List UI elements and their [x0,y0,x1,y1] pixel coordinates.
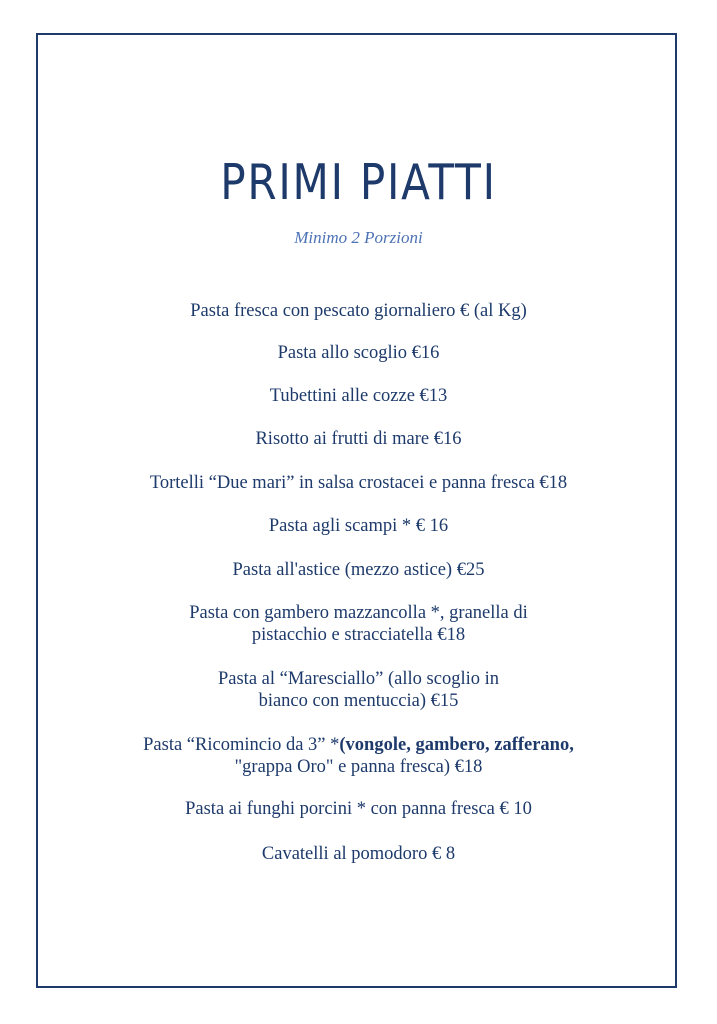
menu-item [60,843,657,865]
menu-item-text: Pasta “Ricomincio da 3” * [143,735,340,755]
menu-item-text: Pasta all'astice (mezzo astice) €25 [232,560,485,580]
menu-item-text-line2: "grappa Oro" e panna fresca) €18 [234,757,483,777]
menu-item [60,385,657,407]
menu-item-text-line2: pistacchio e stracciatella €18 [251,625,466,645]
menu-item-text: Pasta con gambero mazzancolla *, granella di [189,603,528,623]
menu-item-text: Pasta agli scampi * € 16 [268,516,449,536]
menu-item [60,798,657,820]
menu-item-text-line2: bianco con mentuccia) €15 [258,691,459,711]
menu-item [60,515,657,537]
menu-item-text: Tubettini alle cozze €13 [269,386,448,406]
menu-item [60,300,657,322]
menu-subtitle: Minimo 2 Porzioni [294,228,423,247]
menu-item-text: Pasta ai funghi porcini * con panna fresca € 10 [185,799,532,819]
menu-item-text: Tortelli “Due mari” in salsa crostacei e panna fresca €18 [149,473,568,493]
menu-item [60,668,657,712]
menu-item [60,428,657,450]
menu-item-text: Cavatelli al pomodoro € 8 [261,844,456,864]
menu-item [60,602,657,646]
menu-item-text: Pasta fresca con pescato giornaliero € (al Kg) [190,301,527,321]
menu-item [60,472,657,494]
menu-item-text: Pasta allo scoglio €16 [277,343,440,363]
menu-item [60,342,657,364]
menu-item [60,734,657,778]
menu-item-text: Pasta al “Maresciallo” (allo scoglio in [217,669,499,689]
menu-item-text-bold: (vongole, gambero, zafferano, [339,735,574,755]
menu-item-text: Risotto ai frutti di mare €16 [255,429,462,449]
menu-item [60,559,657,581]
menu-title: PRIMI PIATTI [220,154,497,211]
